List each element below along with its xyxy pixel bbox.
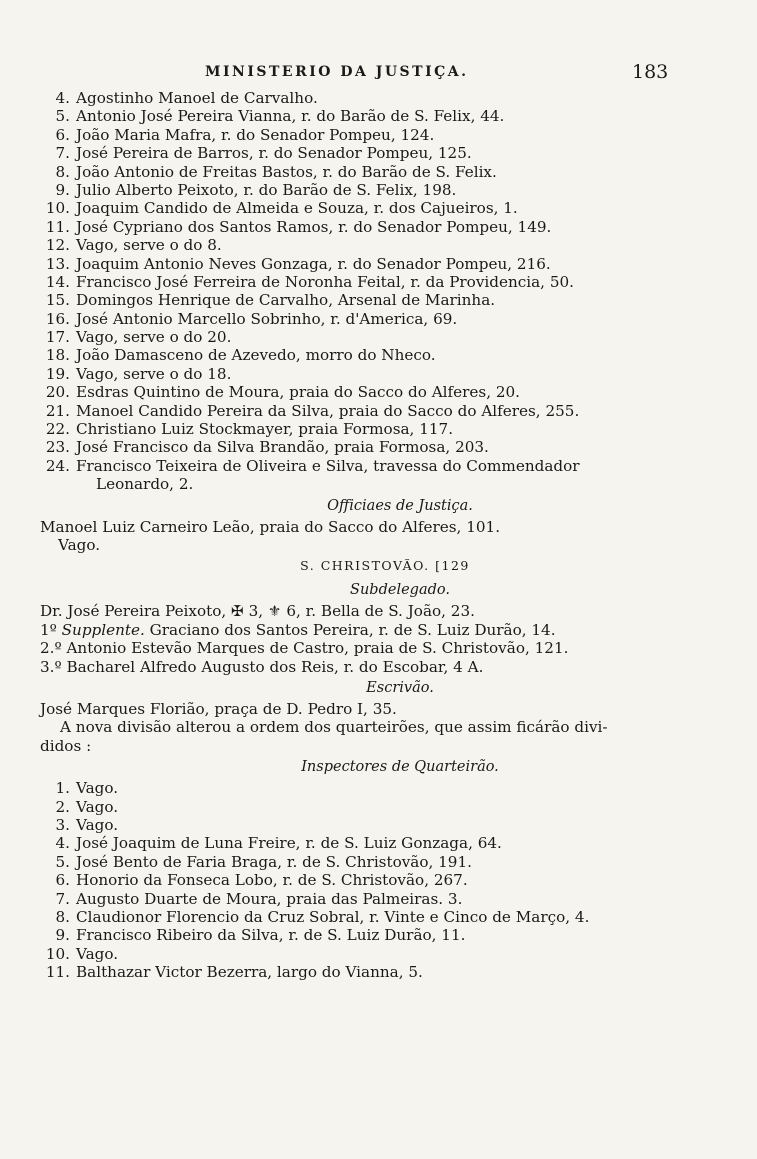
list-item: 10. Vago. bbox=[45, 944, 119, 963]
subdelegado-heading: Subdelegado. bbox=[350, 582, 450, 599]
list-item: 12. Vago, serve o do 8. bbox=[45, 236, 222, 255]
running-head: MINISTERIO DA JUSTIÇA. bbox=[205, 64, 469, 80]
list-item: 21. Manoel Candido Pereira da Silva, praia do Sacco do Alferes, 255. bbox=[45, 401, 580, 420]
supplente-entry: 2.º Antonio Estevão Marques de Castro, praia de S. Christovão, 121. bbox=[40, 639, 569, 658]
list-item: 24. Francisco Teixeira de Oliveira e Silva, travessa do Commendador bbox=[45, 456, 580, 475]
list-item: 9. Julio Alberto Peixoto, r. do Barão de S. Felix, 198. bbox=[55, 180, 457, 199]
list-item: 3. Vago. bbox=[55, 816, 119, 835]
list-item: 6. Honorio da Fonseca Lobo, r. de S. Christovão, 267. bbox=[55, 871, 468, 890]
list-item: 14. Francisco José Ferreira de Noronha Feital, r. da Providencia, 50. bbox=[45, 272, 574, 291]
list-item: 1. Vago. bbox=[55, 779, 119, 798]
supplente-entry: 1º Supplente. Graciano dos Santos Pereira, r. de S. Luiz Durão, 14. bbox=[40, 620, 556, 639]
list-item: 13. Joaquim Antonio Neves Gonzaga, r. do Senador Pompeu, 216. bbox=[45, 254, 551, 273]
list-item: 6. João Maria Mafra, r. do Senador Pompeu, 124. bbox=[55, 125, 435, 144]
list-item: 7. José Pereira de Barros, r. do Senador Pompeu, 125. bbox=[55, 144, 472, 163]
list-item: 19. Vago, serve o do 18. bbox=[45, 364, 232, 383]
list-item: 23. José Francisco da Silva Brandão, praia Formosa, 203. bbox=[45, 438, 489, 457]
officiaes-entry: Manoel Luiz Carneiro Leão, praia do Sacco do Alferes, 101. bbox=[40, 517, 501, 536]
list-item: 18. João Damasceno de Azevedo, morro do Nheco. bbox=[45, 346, 436, 365]
list-item: 10. Joaquim Candido de Almeida e Souza, r. dos Cajueiros, 1. bbox=[45, 199, 518, 218]
officiaes-entry: Vago. bbox=[58, 536, 101, 555]
inspectores-heading: Inspectores de Quarteirão. bbox=[301, 759, 499, 776]
list-item: 4. José Joaquim de Luna Freire, r. de S. Luiz Gonzaga, 64. bbox=[55, 834, 502, 853]
escrivao-entry: José Marques Florião, praça de D. Pedro I, 35. bbox=[40, 700, 397, 719]
list-item: 16. José Antonio Marcello Sobrinho, r. d'America, 69. bbox=[45, 309, 458, 328]
list-item: 17. Vago, serve o do 20. bbox=[45, 328, 232, 347]
list-item: 5. José Bento de Faria Braga, r. de S. Christovão, 191. bbox=[55, 852, 472, 871]
page-number: 183 bbox=[632, 61, 669, 83]
list-item: 4. Agostinho Manoel de Carvalho. bbox=[55, 89, 318, 107]
list-item: 5. Antonio José Pereira Vianna, r. do Barão de S. Felix, 44. bbox=[55, 107, 505, 126]
list-item: 11. José Cypriano dos Santos Ramos, r. do Senador Pompeu, 149. bbox=[45, 217, 552, 236]
subdelegado-entry: Dr. José Pereira Peixoto, ✠ 3, ⚜ 6, r. Bella de S. João, 23. bbox=[40, 602, 475, 621]
supplente-entry: 3.º Bacharel Alfredo Augusto dos Reis, r. do Escobar, 4 A. bbox=[40, 657, 484, 676]
page-body bbox=[40, 89, 690, 982]
list-item: 9. Francisco Ribeiro da Silva, r. de S. Luiz Durão, 11. bbox=[55, 926, 466, 945]
page-header bbox=[0, 61, 757, 86]
officiaes-heading: Officiaes de Justiça. bbox=[327, 497, 473, 514]
division-paragraph-cont: didos : bbox=[40, 736, 92, 755]
inspectores-list-continued bbox=[40, 89, 690, 494]
list-item: 20. Esdras Quintino de Moura, praia do Sacco do Alferes, 20. bbox=[45, 383, 520, 402]
parish-heading: S. CHRISTOVÃO. [129 bbox=[300, 558, 470, 574]
inspectores-list bbox=[40, 779, 690, 981]
list-item: 7. Augusto Duarte de Moura, praia das Palmeiras. 3. bbox=[55, 889, 463, 908]
list-item: 8. Claudionor Florencio da Cruz Sobral, r. Vinte e Cinco de Março, 4. bbox=[55, 908, 590, 926]
list-item: 22. Christiano Luiz Stockmayer, praia Formosa, 117. bbox=[45, 420, 454, 439]
division-paragraph: A nova divisão alterou a ordem dos quarteirões, que assim ficárão divi- bbox=[60, 718, 608, 737]
list-item: 2. Vago. bbox=[55, 797, 119, 816]
list-item: 15. Domingos Henrique de Carvalho, Arsenal de Marinha. bbox=[45, 291, 496, 310]
escrivao-heading: Escrivão. bbox=[366, 680, 434, 697]
list-item-continuation: Leonardo, 2. bbox=[96, 475, 194, 494]
list-item: 11. Balthazar Victor Bezerra, largo do Vianna, 5. bbox=[45, 963, 423, 982]
list-item: 8. João Antonio de Freitas Bastos, r. do Barão de S. Felix. bbox=[55, 162, 497, 181]
